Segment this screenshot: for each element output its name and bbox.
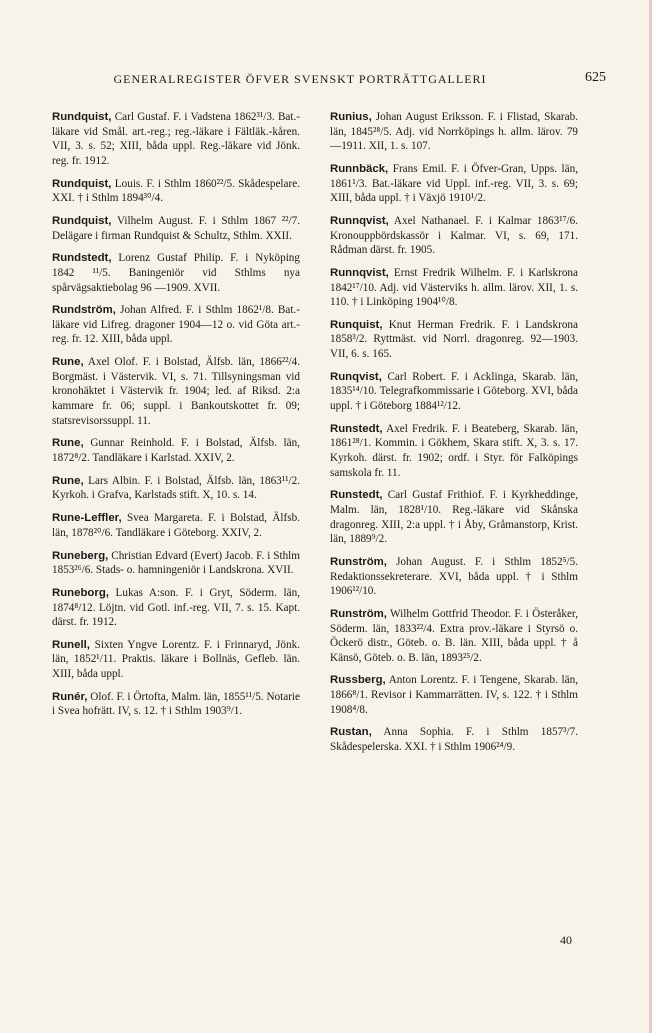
register-entry <box>330 162 578 206</box>
entry-surname: Runér, <box>52 690 88 703</box>
entry-surname: Runstedt, <box>330 422 383 435</box>
entry-surname: Runius, <box>330 111 372 123</box>
right-column <box>330 110 578 763</box>
register-entry <box>330 488 578 546</box>
entry-surname: Rundstedt, <box>52 252 112 265</box>
entry-text: Axel Nathanael. F. i Kalmar 1863¹⁷/6. Kronouppbördskassör i Kalmar. VI, s. 69, 171. Rådman därst. fr. 1905. <box>330 214 578 257</box>
entry-text: Louis. F. i Sthlm 1860²²/5. Skådespelare. XXI. † i Sthlm 1894³⁰/4. <box>52 177 300 205</box>
sheet-signature: 40 <box>560 933 572 947</box>
entry-surname: Runnqvist, <box>330 214 389 227</box>
entry-surname: Rundquist, <box>52 177 112 190</box>
entry-surname: Rune, <box>52 437 84 450</box>
register-entry <box>52 214 300 243</box>
register-entry <box>52 690 300 719</box>
register-entry <box>52 586 300 630</box>
register-entry <box>52 638 300 682</box>
entry-text: Olof. F. i Örtofta, Malm. län, 1855¹¹/5. Notarie i Svea hofrätt. IV, s. 12. † i Sthlm 1903⁹/1. <box>52 690 300 718</box>
entry-text: Johan August Eriksson. F. i Flistad, Skarab. län, 1845²⁸/5. Adj. vid Norrköpings h. allm. lärov. 79—1911. XII, 1. s. 107. <box>330 111 578 153</box>
entry-surname: Runeberg, <box>52 549 109 562</box>
entry-text: Lukas A:son. F. i Gryt, Söderm. län, 1874⁸/12. Löjtn. vid Gotl. inf.-reg. VII, 7. s. 15. Kapt. därst. fr. 1912. <box>52 586 300 629</box>
register-entry <box>330 370 578 414</box>
register-entry <box>330 607 578 665</box>
register-entry <box>52 474 300 503</box>
entry-surname: Rundquist, <box>52 111 112 123</box>
entry-text: Axel Olof. F. i Bolstad, Älfsb. län, 1866²²/4. Borgmäst. i Västervik. VI, s. 71. Tillsyningsman vid kronohäktet i Västervik fr. 1904; led. af Riksd. 2:a kammare fr. 06; suppl. i Bankoutskottet fr. 09; statsrevisorssuppl. 11. <box>52 356 300 427</box>
running-title: GENERALREGISTER ÖFVER SVENSKT PORTRÄTTGALLERI <box>113 72 487 86</box>
entry-text: Gunnar Reinhold. F. i Bolstad, Älfsb. län, 1872⁸/2. Tandläkare i Karlstad. XXIV, 2. <box>52 437 300 464</box>
entry-text: Johan Alfred. F. i Sthlm 1862¹/8. Bat.-läkare vid Lifreg. dragoner 1904—12 o. vid Göta art.-reg. fr. 12. XIII, båda uppl. <box>52 304 300 346</box>
entry-text: Carl Gustaf Frithiof. F. i Kyrkheddinge, Malm. län, 1828¹/10. Reg.-läkare vid Skånska dragonreg. XIII, 2:a uppl. † i Åby, Gråmanstorp, Krist. län, 1889⁹/2. <box>330 489 578 546</box>
entry-surname: Rundström, <box>52 304 116 317</box>
entry-surname: Rustan, <box>330 726 372 739</box>
entry-text: Carl Gustaf. F. i Vadstena 1862³¹/3. Bat.-läkare vid Smål. art.-reg.; reg.-läkare i Fältläk.-kåren. VII, 3. s. 52; XIII, båda uppl. Reg.-läkare vid Jönk. reg. fr. 1912. <box>52 111 300 167</box>
entry-surname: Russberg, <box>330 674 386 687</box>
entry-text: Wilhelm Gottfrid Theodor. F. i Österåker, Söderm. län, 1833²²/4. Extra prov.-läkare i Styrsö o. Öckerö distr., Göteb. o. B. län. XIII, båda uppl. † å Känsö, Göteb. o. B. län, 1893²⁵/2. <box>330 607 578 664</box>
entry-text: Axel Fredrik. F. i Beateberg, Skarab. län, 1861²⁸/1. Kommin. i Gökhem, Skara stift. X, 3. s. 17. Kyrkoh. därst. fr. 1902; ordf. i Styr. för Falköpings samskola fr. 11. <box>330 422 578 479</box>
entry-text: Lars Albin. F. i Bolstad, Älfsb. län, 1863¹¹/2. Kyrkoh. i Grafva, Karlstads stift. X, 10. s. 14. <box>52 474 300 502</box>
entry-surname: Runqvist, <box>330 370 382 383</box>
register-entry <box>52 511 300 540</box>
entry-text: Frans Emil. F. i Öfver-Gran, Upps. län, 1861¹/3. Bat.-läkare vid Uppl. inf.-reg. VII, 3. s. 69; XIII, båda uppl. † i Växjö 1910¹/2. <box>330 162 578 205</box>
register-entry <box>330 318 578 362</box>
entry-surname: Runnbäck, <box>330 162 389 175</box>
entry-surname: Runström, <box>330 607 387 620</box>
register-entry <box>52 251 300 295</box>
register-entry <box>330 214 578 258</box>
entry-surname: Runell, <box>52 638 90 651</box>
page-number: 625 <box>585 70 606 85</box>
entry-surname: Runstedt, <box>330 489 383 502</box>
register-entry <box>330 673 578 717</box>
register-entry <box>330 725 578 754</box>
register-entry <box>330 266 578 310</box>
entry-surname: Rune, <box>52 356 84 369</box>
entry-surname: Runström, <box>330 555 387 568</box>
entry-text: Christian Edvard (Evert) Jacob. F. i Sthlm 1853²⁶/6. Stads- o. hamningeniör i Landskrona. XVII. <box>52 549 300 577</box>
register-entry <box>52 355 300 428</box>
register-entry <box>52 110 300 168</box>
entry-text: Carl Robert. F. i Acklinga, Skarab. län, 1835¹⁴/10. Telegrafkommissarie i Göteborg. XVI, båda uppl. † i Göteborg 1884¹²/12. <box>330 370 578 413</box>
entry-text: Vilhelm August. F. i Sthlm 1867 ²²/7. Delägare i firman Rundquist & Schultz, Sthlm. XXII. <box>52 214 300 242</box>
page-header <box>50 72 606 92</box>
register-entry <box>52 436 300 465</box>
entry-surname: Rune, <box>52 474 84 487</box>
register-entry <box>330 110 578 154</box>
entry-text: Anton Lorentz. F. i Tengene, Skarab. län, 1866⁸/1. Revisor i Kammarrätten. IV, s. 122. † i Sthlm 1908⁴/8. <box>330 674 578 716</box>
entry-text: Ernst Fredrik Wilhelm. F. i Karlskrona 1842¹⁷/10. Adj. vid Västerviks h. allm. lärov. XII, 1. s. 110. † i Linköping 1904¹⁰/8. <box>330 266 578 309</box>
entry-surname: Rune-Leffler, <box>52 512 122 525</box>
entry-text: Johan August. F. i Sthlm 1852⁵/5. Redaktionssekreterare. XVI, båda uppl. † i Sthlm 1906¹²/10. <box>330 555 578 598</box>
entry-surname: Runnqvist, <box>330 266 389 279</box>
entry-text: Knut Herman Fredrik. F. i Landskrona 1858³/2. Ryttmäst. vid Norrl. dragonreg. 92—1903. VII, 6. s. 165. <box>330 318 578 361</box>
register-entry <box>52 177 300 206</box>
register-entry <box>52 303 300 347</box>
left-column <box>52 110 300 727</box>
entry-text: Anna Sophia. F. i Sthlm 1857³/7. Skådespelerska. XXI. † i Sthlm 1906²⁴/9. <box>330 726 578 754</box>
entry-surname: Runeborg, <box>52 586 109 599</box>
entry-surname: Runquist, <box>330 318 383 331</box>
entry-text: Lorenz Gustaf Philip. F. i Nyköping 1842 ¹¹/5. Baningeniör vid Sthlms nya spårvägsaktiebolag 96 —1909. XVII. <box>52 252 300 294</box>
register-entry <box>330 555 578 599</box>
entry-surname: Rundquist, <box>52 214 112 227</box>
register-entry <box>52 549 300 578</box>
register-entry <box>330 422 578 480</box>
entry-text: Svea Margareta. F. i Bolstad, Älfsb. län, 1878²⁰/6. Tandläkare i Göteborg. XXIV, 2. <box>52 512 300 539</box>
entry-text: Sixten Yngve Lorentz. F. i Frinnaryd, Jönk. län, 1852¹/11. Praktis. läkare i Bollnäs, Gefleb. län. XIII, båda uppl. <box>52 638 300 681</box>
